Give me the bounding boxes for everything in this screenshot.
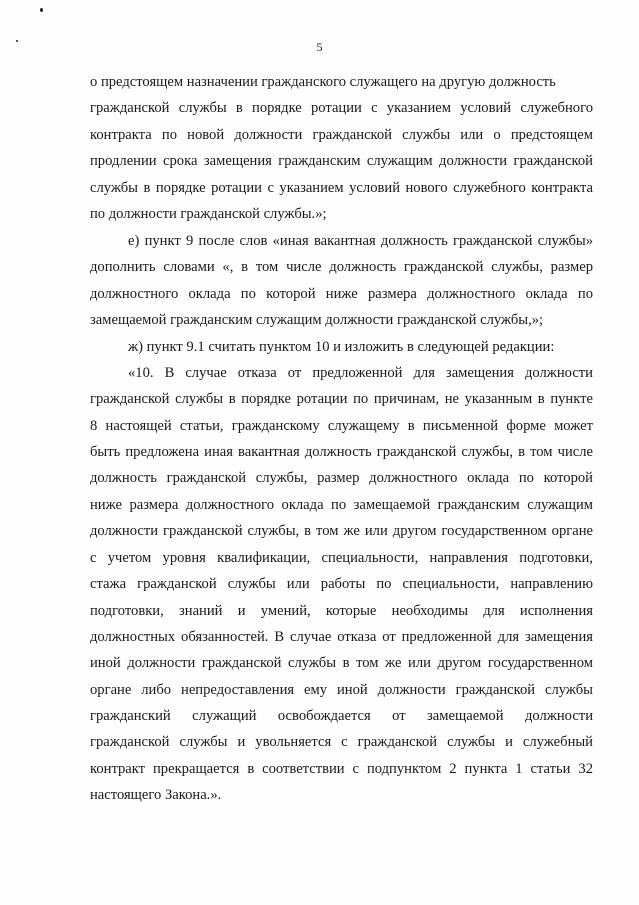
text-line: гражданской службы и увольняется с гражданской службы и служебный: [90, 734, 593, 750]
text-line: о предстоящем назначении гражданского служащего на другую должность: [90, 74, 556, 90]
text-line: гражданский служащий освобождается от замещаемой должности: [90, 708, 593, 724]
text-line: должностного оклада по которой ниже размера должностного оклада по: [90, 286, 593, 302]
text-line: подготовки, знаний и умений, которые необходимы для исполнения: [90, 603, 593, 619]
text-line: по должности гражданской службы.»;: [90, 206, 327, 222]
text-line: должность гражданской службы, размер должностного оклада по которой: [90, 470, 593, 486]
text-line: замещаемой гражданским служащим должности гражданской службы,»;: [90, 312, 544, 328]
text-line: гражданской службы в порядке ротации с указанием условий служебного: [90, 100, 593, 116]
text-line: быть предложена иная вакантная должность гражданской службы, в том числе: [90, 444, 593, 460]
text-line: гражданской службы в порядке ротации по причинам, не указанным в пункте: [90, 391, 593, 407]
text-line: иной должности гражданской службы в том же или другом государственном: [90, 655, 593, 671]
text-line: стажа гражданской службы или работы по специальности, направлению: [90, 576, 593, 592]
text-line: с учетом уровня квалификации, специальности, направления подготовки,: [90, 550, 593, 566]
page-number: 5: [316, 40, 323, 54]
text-line: контракта по новой должности гражданской службы или о предстоящем: [90, 127, 593, 143]
text-line: дополнить словами «, в том числе должность гражданской службы, размер: [90, 259, 593, 275]
text-line: органе либо непредоставления ему иной должности гражданской службы: [90, 682, 593, 698]
text-line: е) пункт 9 после слов «иная вакантная должность гражданской службы»: [128, 233, 593, 249]
text-line: службы в порядке ротации с указанием условий нового служебного контракта: [90, 180, 593, 196]
text-line: ниже размера должностного оклада по замещаемой гражданским служащим: [90, 497, 593, 513]
scan-speck: [40, 8, 43, 12]
text-line: продлении срока замещения гражданским служащим должности гражданской: [90, 153, 593, 169]
text-line: должности гражданской службы, в том же или другом государственном органе: [90, 523, 593, 539]
text-line: ж) пункт 9.1 считать пунктом 10 и изложить в следующей редакции:: [128, 339, 555, 355]
text-line: контракт прекращается в соответствии с подпунктом 2 пункта 1 статьи 32: [90, 761, 593, 777]
text-line: должностных обязанностей. В случае отказа от предложенной для замещения: [90, 629, 593, 645]
text-line: 8 настоящей статьи, гражданскому служащему в письменной форме может: [90, 418, 593, 434]
text-line: «10. В случае отказа от предложенной для замещения должности: [128, 365, 593, 381]
text-line: настоящего Закона.».: [90, 787, 222, 803]
